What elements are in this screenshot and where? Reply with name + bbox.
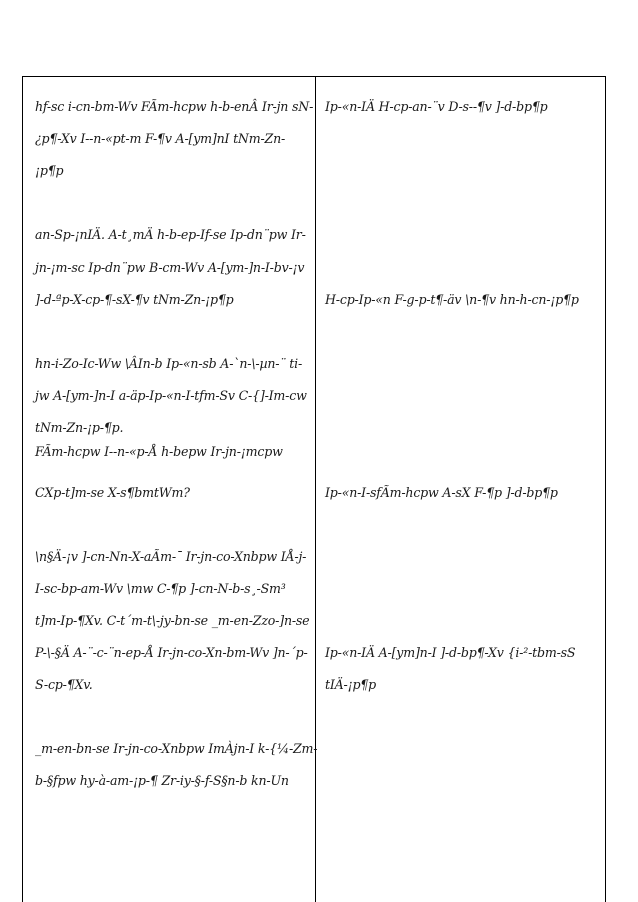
left-column-line: FÃm-hcpw I--n-«p-Å h-bepw Ir-jn-¡mcpw	[35, 444, 283, 459]
left-column-line: jn-¡m-sc Ip-dn¨pw B-cm-Wv A-[ym-]n-I-bv-¡v	[35, 260, 305, 275]
left-column-line: ]-d-ªp-X-cp-¶-sX-¶v tNm-Zn-¡p¶p	[35, 292, 234, 307]
left-column-line: jw A-[ym-]n-I a-äp-Ip-«n-I-tfm-Sv C-{]-Im-cw	[35, 388, 307, 403]
left-column-line: ¡p¶p	[35, 163, 64, 178]
right-column-line: Ip-«n-I-sfÃm-hcpw A-sX F-¶p ]-d-bp¶p	[325, 485, 558, 500]
left-column-line: S-cp-¶Xv.	[35, 677, 93, 692]
right-column-line: H-cp-Ip-«n F-g-p-t¶-äv \n-¶v hn-h-cn-¡p¶p	[325, 292, 579, 307]
left-column-line: CXp-t]m-se X-s¶bmtWm?	[35, 485, 190, 500]
left-column-line: ¿p¶-Xv I--n-«pt-m F-¶v A-[ym]nI tNm-Zn-	[35, 131, 286, 146]
right-column-line: tIÄ-¡p¶p	[325, 677, 376, 692]
left-column-line: b-§fpw hy-à-am-¡p-¶ Zr-iy-§-f-S§n-b kn-Un	[35, 773, 289, 788]
left-column-line: _m-en-bn-se Ir-jn-co-Xnbpw ImÀjn-I k-{¼-Zm-	[35, 741, 318, 756]
two-column-table	[22, 76, 606, 902]
right-column-line: Ip-«n-IÄ H-cp-an-¨v D-s--¶v ]-d-bp¶p	[325, 99, 548, 114]
left-column-line: \n§Ä-¡v ]-cn-Nn-X-aÃm-¯ Ir-jn-co-Xnbpw IÅ-j-	[35, 549, 307, 564]
left-column-line: an-Sp-¡nIÄ. A-t¸mÄ h-b-ep-If-se Ip-dn¨pw Ir-	[35, 227, 306, 242]
left-column-line: t]m-Ip-¶Xv. C-t´m-t\-jy-bn-se _m-en-Zzo-]n-se	[35, 613, 310, 628]
column-divider	[315, 77, 316, 902]
left-column-line: I-sc-bp-am-Wv \mw C-¶p ]-cn-N-b-s¸-Sm³	[35, 581, 286, 596]
left-column-line: tNm-Zn-¡p-¶p.	[35, 420, 124, 435]
right-column-line: Ip-«n-IÄ A-[ym]n-I ]-d-bp¶-Xv {i-²-tbm-sS	[325, 645, 576, 660]
left-column-line: hf-sc i-cn-bm-Wv FÃm-hcpw h-b-enÂ Ir-jn sN-	[35, 99, 314, 114]
left-column-line: hn-i-Zo-Ic-Ww \ÂIn-b Ip-«n-sb A-`n-\-µn-¨ ti-	[35, 356, 303, 371]
left-column-line: P-\-§Ä A-¨-c-¨n-ep-Å Ir-jn-co-Xn-bm-Wv ]n-´p-	[35, 645, 308, 660]
